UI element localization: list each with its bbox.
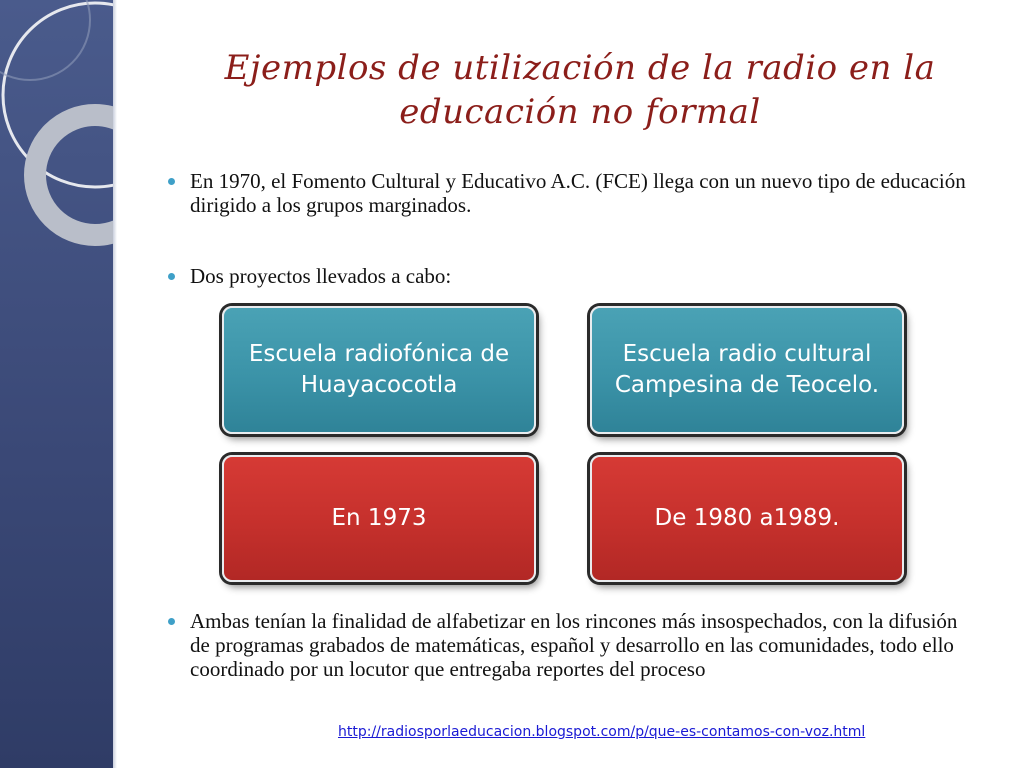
- project-period: En 1973: [331, 505, 427, 531]
- bullet-item-3: [190, 609, 980, 681]
- bullet-dot-icon: [168, 273, 175, 280]
- project-name: Escuela radio cultural Campesina de Teocelo.: [614, 341, 880, 398]
- project-box-teocelo: [590, 306, 904, 434]
- project-period-box-1: [222, 455, 536, 582]
- bullet-text: Ambas tenían la finalidad de alfabetizar en los rincones más insospechados, con la difusión de programas grabados de matemáticas, español y desarrollo en las comunidades, todo ello coordinado por un locutor que entregaba reportes del proceso: [190, 609, 958, 681]
- bullet-text: Dos proyectos llevados a cabo:: [190, 264, 452, 288]
- project-box-huayacocotla: [222, 306, 536, 434]
- band-edge: [113, 0, 117, 768]
- bullet-dot-icon: [168, 618, 175, 625]
- source-link[interactable]: http://radiosporlaeducacion.blogspot.com/p/que-es-contamos-con-voz.html: [338, 724, 866, 740]
- bullet-text: En 1970, el Fomento Cultural y Educativo A.C. (FCE) llega con un nuevo tipo de educación dirigido a los grupos marginados.: [190, 169, 966, 217]
- bullet-item-2: [190, 264, 980, 288]
- bullet-dot-icon: [168, 178, 175, 185]
- project-period-box-2: [590, 455, 904, 582]
- project-name: Escuela radiofónica de Huayacocotla: [248, 341, 510, 398]
- slide-title: Ejemplos de utilización de la radio en la educación no formal: [224, 48, 936, 132]
- left-decorative-band: [0, 0, 113, 768]
- rings-decoration: [0, 0, 113, 768]
- project-period: De 1980 a1989.: [654, 505, 840, 531]
- bullet-item-1: [190, 169, 980, 217]
